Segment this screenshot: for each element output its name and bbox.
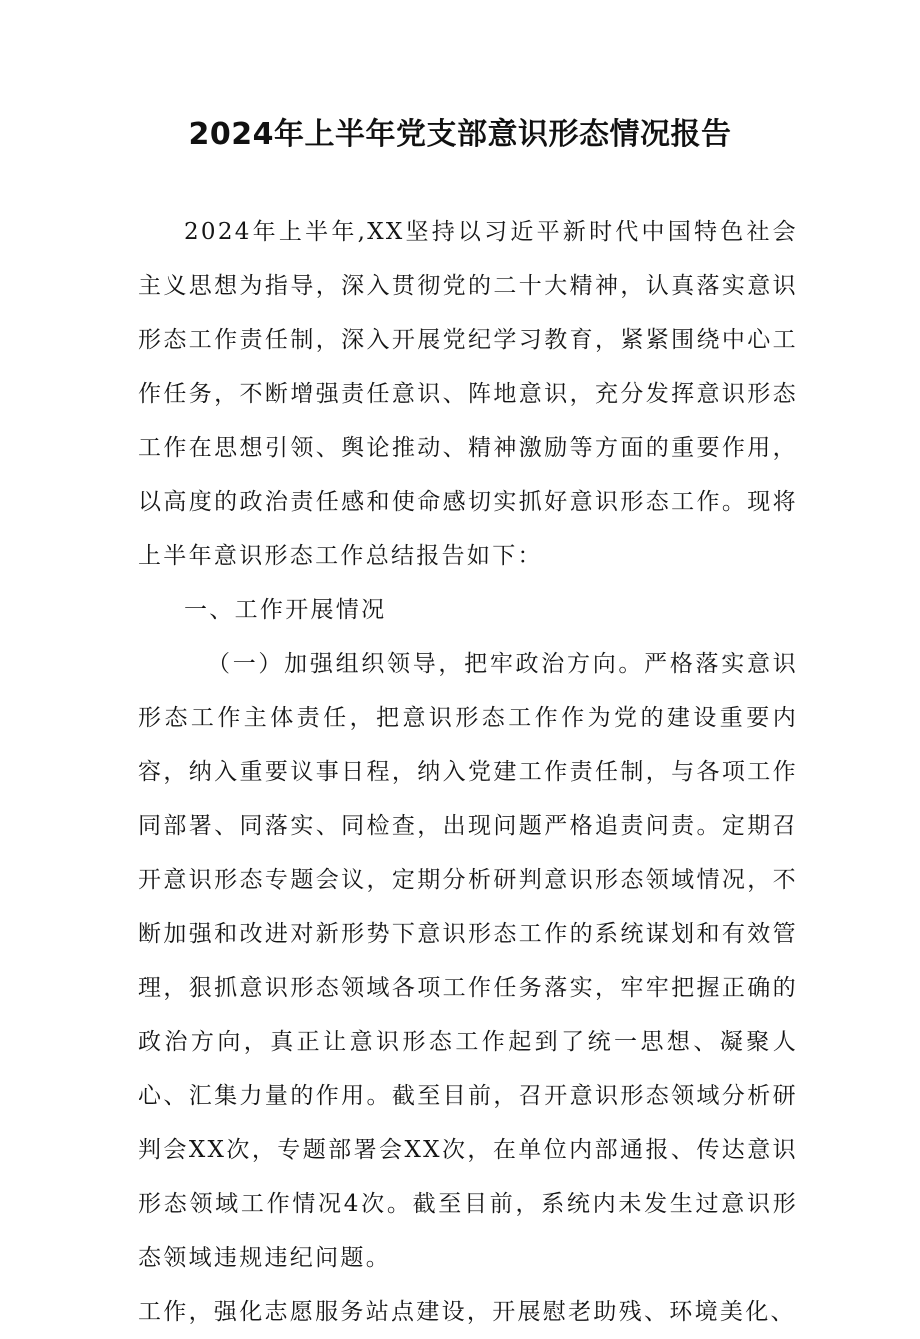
subsection-paragraph-organization: （一）加强组织领导，把牢政治方向。严格落实意识形态工作主体责任，把意识形态工作作为党的建设重要内容，纳入重要议事日程，纳入党建工作责任制，与各项工作同部署、同落实、同检查，出现问题严格追责问责。定期召开意识形态专题会议，定期分析研判意识形态领域情况，不断加强和改进对新形势下意识形态工作的系统谋划和有效管理，狠抓意识形态领域各项工作任务落实，牢牢把握正确的政治方向，真正让意识形态工作起到了统一思想、凝聚人心、汇集力量的作用。截至目前，召开意识形态领域分析研判会XX次，专题部署会XX次，在单位内部通报、传达意识形态领域工作情况4次。截至目前，系统内未发生过意识形态领域违规违纪问题。 bbox=[138, 651, 798, 1271]
document-title: 2024年上半年党支部意识形态情况报告 bbox=[188, 117, 732, 152]
intro-paragraph: 2024年上半年,XX坚持以习近平新时代中国特色社会主义思想为指导，深入贯彻党的二十大精神，认真落实意识形态工作责任制，深入开展党纪学习教育，紧紧围绕中心工作任务，不断增强责任意识、阵地意识，充分发挥意识形态工作在思想引领、舆论推动、精神激励等方面的重要作用，以高度的政治责任感和使命感切实抓好意识形态工作。现将上半年意识形态工作总结报告如下： bbox=[138, 219, 798, 569]
continuation-paragraph: 工作，强化志愿服务站点建设，开展慰老助残、环境美化、 bbox=[138, 1299, 796, 1325]
section-heading-work-progress: 一、工作开展情况 bbox=[184, 597, 387, 623]
document-body bbox=[138, 205, 798, 1339]
